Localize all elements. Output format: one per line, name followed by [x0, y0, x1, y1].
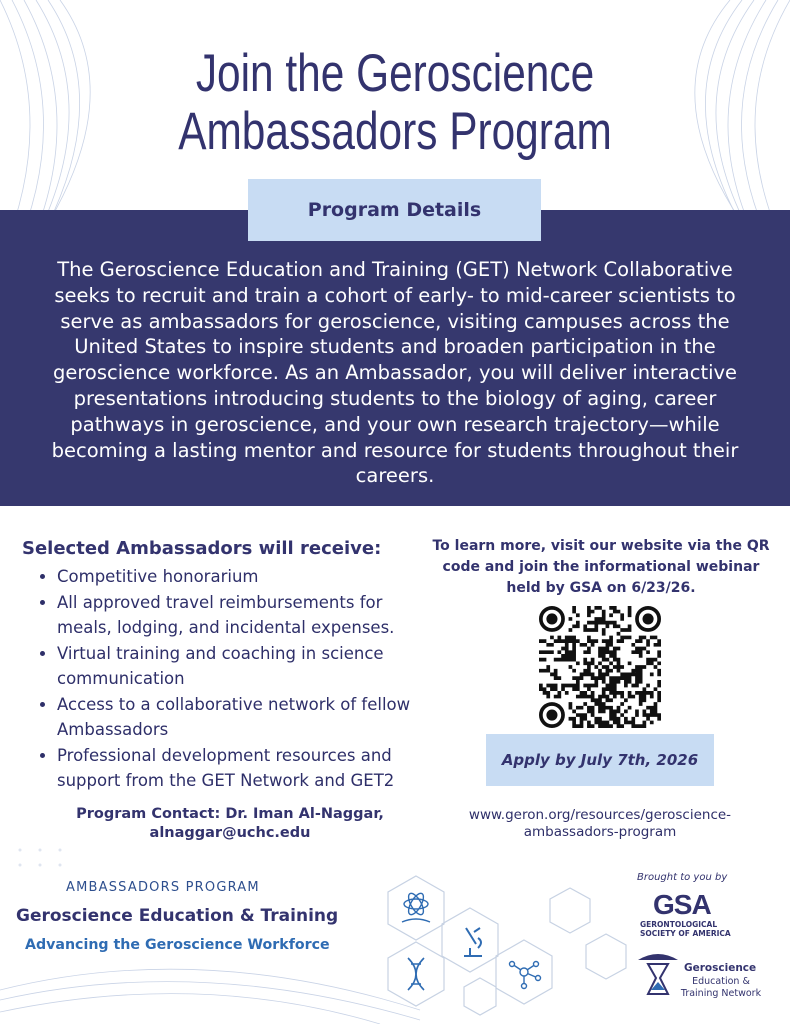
benefit-item: • Competitive honorarium	[57, 564, 422, 590]
apply-deadline: Apply by July 7th, 2026	[486, 734, 714, 786]
program-details-tab: Program Details	[248, 179, 541, 241]
benefit-item: • Access to a collaborative network of fellow Ambassadors	[57, 692, 422, 743]
contact-line-1: Program Contact: Dr. Iman Al-Naggar,	[76, 806, 384, 822]
benefits-section	[22, 538, 422, 794]
gsa-sub-line-2: SOCIETY OF AMERICA	[640, 929, 731, 938]
get-sub-line-2: Training Network	[680, 988, 762, 999]
benefit-item: • Professional development resources and support from the GET Network and GET2	[57, 743, 422, 794]
get-network-title: Geroscience	[684, 962, 757, 974]
gsa-logo: GSA	[653, 889, 711, 920]
dna-icon	[408, 958, 424, 990]
title-line-2: Ambassadors Program	[178, 102, 612, 161]
gsa-subtitle	[640, 920, 731, 938]
brand-ambassadors: AMBASSADORS PROGRAM	[66, 880, 260, 895]
learn-more-text: To learn more, visit our website via the QR code and join the informational webinar held by GSA on 6/23/26.	[432, 538, 770, 596]
hourglass-icon	[634, 948, 682, 1000]
contact-email[interactable]: alnaggar@uchc.edu	[149, 825, 311, 841]
intro-paragraph: The Geroscience Education and Training (GET) Network Collaborative seeks to recruit and train a cohort of early- to mid-career scientists to serve as ambassadors for geroscience, visiting campuses across the United States to inspire students and broaden participation in the geroscience workforce. As an Ambassador, you will deliver interactive presentations introducing students to the biology of aging, career pathways in geroscience, and your own research trajectory—while becoming a lasting mentor and resource for students throughout their careers.	[51, 258, 739, 488]
website-url[interactable]	[440, 807, 760, 841]
get-network-subtitle	[676, 976, 766, 1000]
gsa-sub-line-1: GERONTOLOGICAL	[640, 920, 718, 929]
page-title	[79, 45, 711, 161]
get-sub-line-1: Education &	[692, 976, 750, 987]
atom-book-icon	[402, 891, 430, 922]
science-hex-graphic	[370, 868, 630, 1024]
brand-get: Geroscience Education & Training	[16, 906, 339, 926]
benefit-item: • Virtual training and coaching in science communication	[57, 641, 422, 692]
benefits-heading: Selected Ambassadors will receive:	[22, 538, 382, 559]
url-line-1: www.geron.org/resources/geroscience-	[468, 807, 732, 823]
benefits-list	[22, 564, 422, 794]
qr-code-icon[interactable]	[539, 606, 661, 728]
microscope-icon	[464, 928, 482, 956]
molecule-icon	[510, 962, 541, 989]
title-line-1: Join the Geroscience	[195, 44, 595, 103]
brand-tagline: Advancing the Geroscience Workforce	[25, 937, 330, 953]
url-line-2: ambassadors-program	[523, 824, 677, 840]
brought-to-you-by: Brought to you by	[637, 872, 728, 883]
benefit-item: • All approved travel reimbursements for meals, lodging, and incidental expenses.	[57, 590, 422, 641]
program-contact	[50, 805, 410, 843]
